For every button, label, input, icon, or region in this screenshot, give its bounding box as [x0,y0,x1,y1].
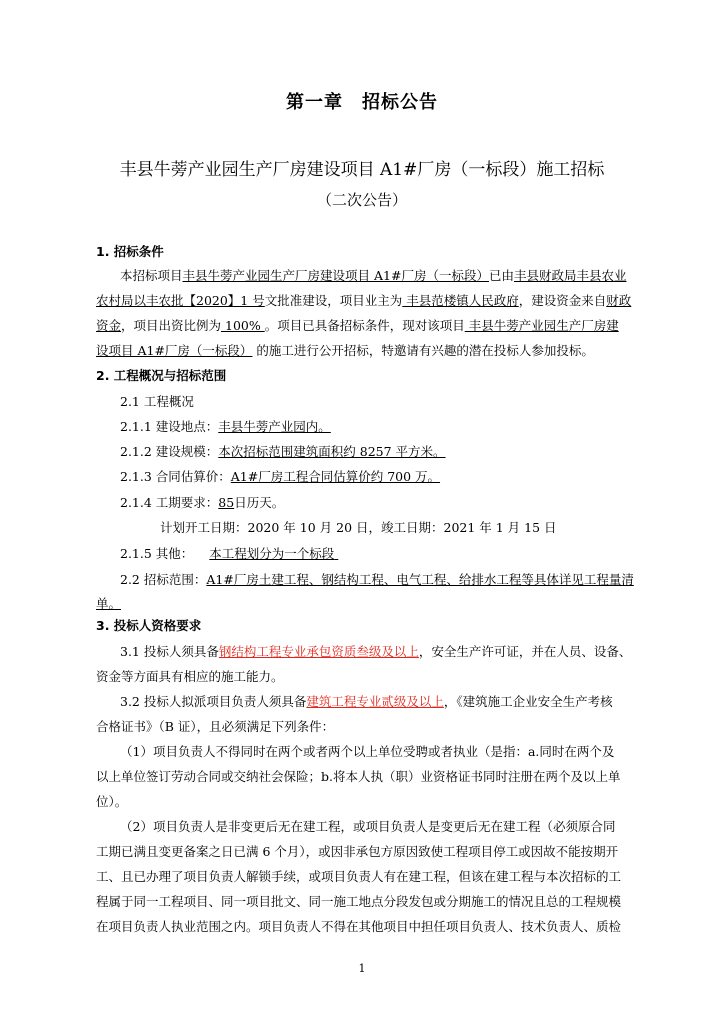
condition-2-line: 程属于同一工程项目、同一项目批文、同一施工地点分段发包或分期施工的情况且总的工程规模 [96,894,622,909]
qualification-3-2-continued: 合格证书》（B 证），且必须满足下列条件： [96,719,335,734]
condition-2-line: 工、且已办理了项目负责人解锁手续，或项目负责人有在建工程，但该在建工程与本次招标的工 [96,869,622,884]
project-title: 丰县牛蒡产业园生产厂房建设项目 A1#厂房（一标段）施工招标 [119,160,605,180]
section-1-paragraph-line: 农村局以丰农批【2020】1 号文批准建设，项目业主为 丰县范楼镇人民政府，建设资金来自财政 [96,293,632,308]
condition-2-line: 在项目负责人执业范围之内。项目负责人不得在其他项目中担任项目负责人、技术负责人、质检 [96,919,622,934]
condition-2-line: 工期已满且变更备案之日已满 6 个月），或因非承包方原因致使工程项目停工或因故不能按期开 [96,844,619,859]
qualification-3-1: 3.1 投标人须具备钢结构工程专业承包资质叁级及以上，安全生产许可证，并在人员、设备、 [120,644,632,659]
section-1-paragraph-line: 资金，项目出资比例为 100% 。项目已具备招标条件，现对该项目 丰县牛蒡产业园生产厂房建 [96,318,619,333]
qualification-3-1-continued: 资金等方面具有相应的施工能力。 [96,669,284,684]
section-1-heading: 1. 招标条件 [96,244,164,259]
construction-period: 2.1.4 工期要求：85日历天。 [120,495,285,510]
chapter-title: 第一章 招标公告 [286,92,438,113]
condition-1-line: 位）。 [96,794,128,809]
tender-scope-continued: 单。 [96,596,122,611]
tender-scope: 2.2 招标范围：A1#厂房土建工程、钢结构工程、电气工程、给排水工程等具体详见工程量清 [120,572,634,587]
condition-1-line: （1）项目负责人不得同时在两个或者两个以上单位受聘或者执业（是指：a.同时在两个及 [120,744,615,759]
construction-scale: 2.1.2 建设规模：本次招标范围建筑面积约 8257 平方米。 [120,444,446,459]
section-1-paragraph-line: 本招标项目丰县牛蒡产业园生产厂房建设项目 A1#厂房（一标段）已由丰县财政局丰县农业 [120,268,627,283]
announcement-subtitle: （二次公告） [316,191,407,209]
section-3-heading: 3. 投标人资格要求 [96,618,202,633]
construction-location: 2.1.1 建设地点：丰县牛蒡产业园内。 [120,419,331,434]
section-2-heading: 2. 工程概况与招标范围 [96,368,227,383]
overview-label: 2.1 工程概况 [120,394,194,409]
qualification-3-2: 3.2 投标人拟派项目负责人须具备建筑工程专业贰级及以上，《建筑施工企业安全生产考核 [120,694,613,709]
contract-estimate: 2.1.3 合同估算价：A1#厂房工程合同估算价约 700 万。 [120,469,441,484]
section-1-paragraph-line: 设项目 A1#厂房（一标段） 的施工进行公开招标，特邀请有兴趣的潜在投标人参加投标。 [96,343,594,358]
condition-1-line: 以上单位签订劳动合同或交纳社会保险；b.将本人执（职）业资格证书同时注册在两个及以上单 [96,769,621,784]
condition-2-line: （2）项目负责人是非变更后无在建工程，或项目负责人是变更后无在建工程（必须原合同 [120,819,616,834]
other-info: 2.1.5 其他： 本工程划分为一个标段 [120,546,335,561]
page-number: 1 [358,962,366,975]
planned-dates: 计划开工日期：2020 年 10 月 20 日，竣工日期：2021 年 1 月 15 日 [160,520,557,535]
